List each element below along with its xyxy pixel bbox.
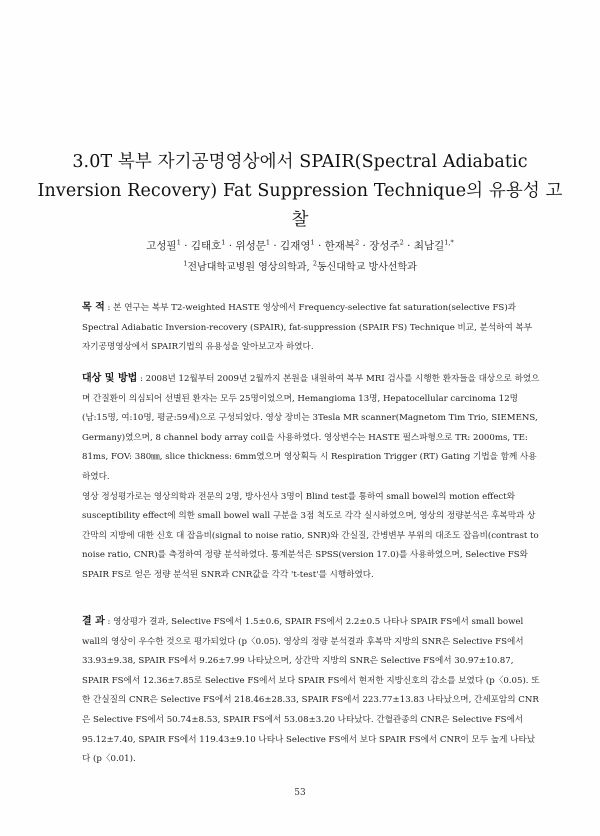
author-separator: ·	[180, 240, 191, 252]
affiliations	[60, 258, 540, 273]
section-text-results: : 영상평가 결과, Selective FS에서 1.5±0.6, SPAIR FS에서 2.2±0.5 나타나 SPAIR FS에서 small bowel wall의 영상이 우수한 것으로 평가되었다 (p〈0.05). 영상의 정량 분석결과 후복막 지방의 SNR은 Selective FS에서 33.93±9.38, SPAIR FS에서 9.26±7.99 나타났으며, 상간막 지방의 SNR은 Selective FS에서 30.97±10.87, SPAIR FS에서 12.36±7.85로 Selective FS에서 보다 SPAIR FS에서 현저한 지방신호의 감소를 보였다 (p〈0.05). 또한 간실질의 CNR은 Selective FS에서 218.46±28.33, SPAIR FS에서 223.77±13.83 나타났으며, 간세포암의 CNR은 Selective FS에서 50.74±8.53, SPAIR FS에서 53.08±3.20 나타났다. 간혈관종의 CNR은 Selective FS에서 95.12±7.40, SPAIR FS에서 119.43±9.10 나타나 Selective FS에서 보다 SPAIR FS에서 CNR이 모두 높게 나타났다 (p〈0.01).	[82, 617, 540, 765]
author-sup: 1	[221, 238, 226, 247]
author: 위성문	[235, 240, 266, 252]
section-text-methods: : 2008년 12월부터 2009년 2월까지 본원을 내원하여 복부 MRI 검사를 시행한 환자들을 대상으로 하였으며 간질환이 의심되어 선별된 환자는 모두 25명이었으며, Hemangioma 13명, Hepatocellular carcinoma 12명(남:15명, 여:10명, 평균:59세)으로 구성되었다. 영상 장비는 3Tesla MR scanner(Magnetom Tim Trio, SIEMENS, Germany)였으며, 8 channel body array coil을 사용하였다. 영상변수는 HASTE 펄스파형으로 TR: 2000ms, TE: 81ms, FOV: 380㎜, slice thickness: 6mm였으며 영상획득 시 Respiration Trigger (RT) Gating 기법을 함께 사용하였다.	[82, 374, 540, 482]
methods-paragraph-1	[82, 369, 542, 488]
author-separator: ·	[359, 240, 370, 252]
author: 고성필	[146, 240, 177, 252]
title-line-2: Inversion Recovery) Fat Suppression Technique의 유용성 고찰	[37, 181, 563, 230]
section-label-purpose: 목 적	[82, 302, 105, 313]
paper-title	[30, 148, 570, 235]
page-number: 53	[294, 788, 306, 798]
author-sup: 2	[355, 238, 360, 247]
author-sup: 1	[176, 238, 181, 247]
author-sup: 1	[310, 238, 315, 247]
affiliation-sup: 1	[183, 259, 188, 268]
author-sup: 1,*	[444, 238, 454, 247]
title-line-1: 3.0T 복부 자기공명영상에서 SPAIR(Spectral Adiabatic	[72, 152, 528, 172]
author-separator: ·	[314, 240, 325, 252]
author: 장성주	[369, 240, 400, 252]
author: 한재복	[324, 240, 356, 252]
author: 김태호	[190, 240, 222, 252]
author-sup: 2	[399, 238, 404, 247]
author: 최남길	[413, 240, 445, 252]
author-separator: ·	[225, 240, 236, 252]
section-purpose	[82, 298, 542, 358]
affiliation: 전남대학교병원 영상의학과,	[187, 262, 313, 273]
author-sup: 1	[265, 238, 271, 247]
author: 김재영	[280, 240, 311, 252]
affiliation: 동신대학교 방사선학과	[316, 262, 417, 273]
section-methods	[82, 369, 542, 586]
author-separator: ·	[403, 240, 414, 252]
section-label-results: 결 과	[82, 616, 105, 627]
affiliation-sup: 2	[312, 259, 317, 268]
methods-paragraph-2: 영상 정성평가로는 영상의학과 전문의 2명, 방사선사 3명이 Blind test를 통하여 small bowel의 motion effect와 susceptibility effect에 의한 small bowel wall 구분을 3점 척도로 각각 실시하였으며, 영상의 정량분석은 후복막과 상간막의 지방에 대한 신호 대 잡음비(signal to noise ratio, SNR)와 간실질, 간병변부 부위의 대조도 잡음비(contrast to noise ratio, CNR)를 측정하여 정량 분석하였다. 통계분석은 SPSS(version 17.0)를 사용하였으며, Selective FS와 SPAIR FS로 얻은 정량 분석된 SNR과 CNR값을 각각 't-test'를 시행하였다.	[82, 491, 539, 580]
author-list	[60, 238, 540, 253]
author-separator: ·	[270, 240, 281, 252]
section-results	[82, 612, 542, 770]
section-label-methods: 대상 및 방법	[82, 373, 138, 384]
section-text-purpose: : 본 연구는 복부 T2-weighted HASTE 영상에서 Frequency-selective fat saturation(selective FS)과 Spectral Adiabatic Inversion-recovery (SPAIR), fat-suppression (SPAIR FS) Technique 비교, 분석하여 복부 자기공명영상에서 SPAIR기법의 유용성을 알아보고자 하였다.	[82, 303, 533, 353]
